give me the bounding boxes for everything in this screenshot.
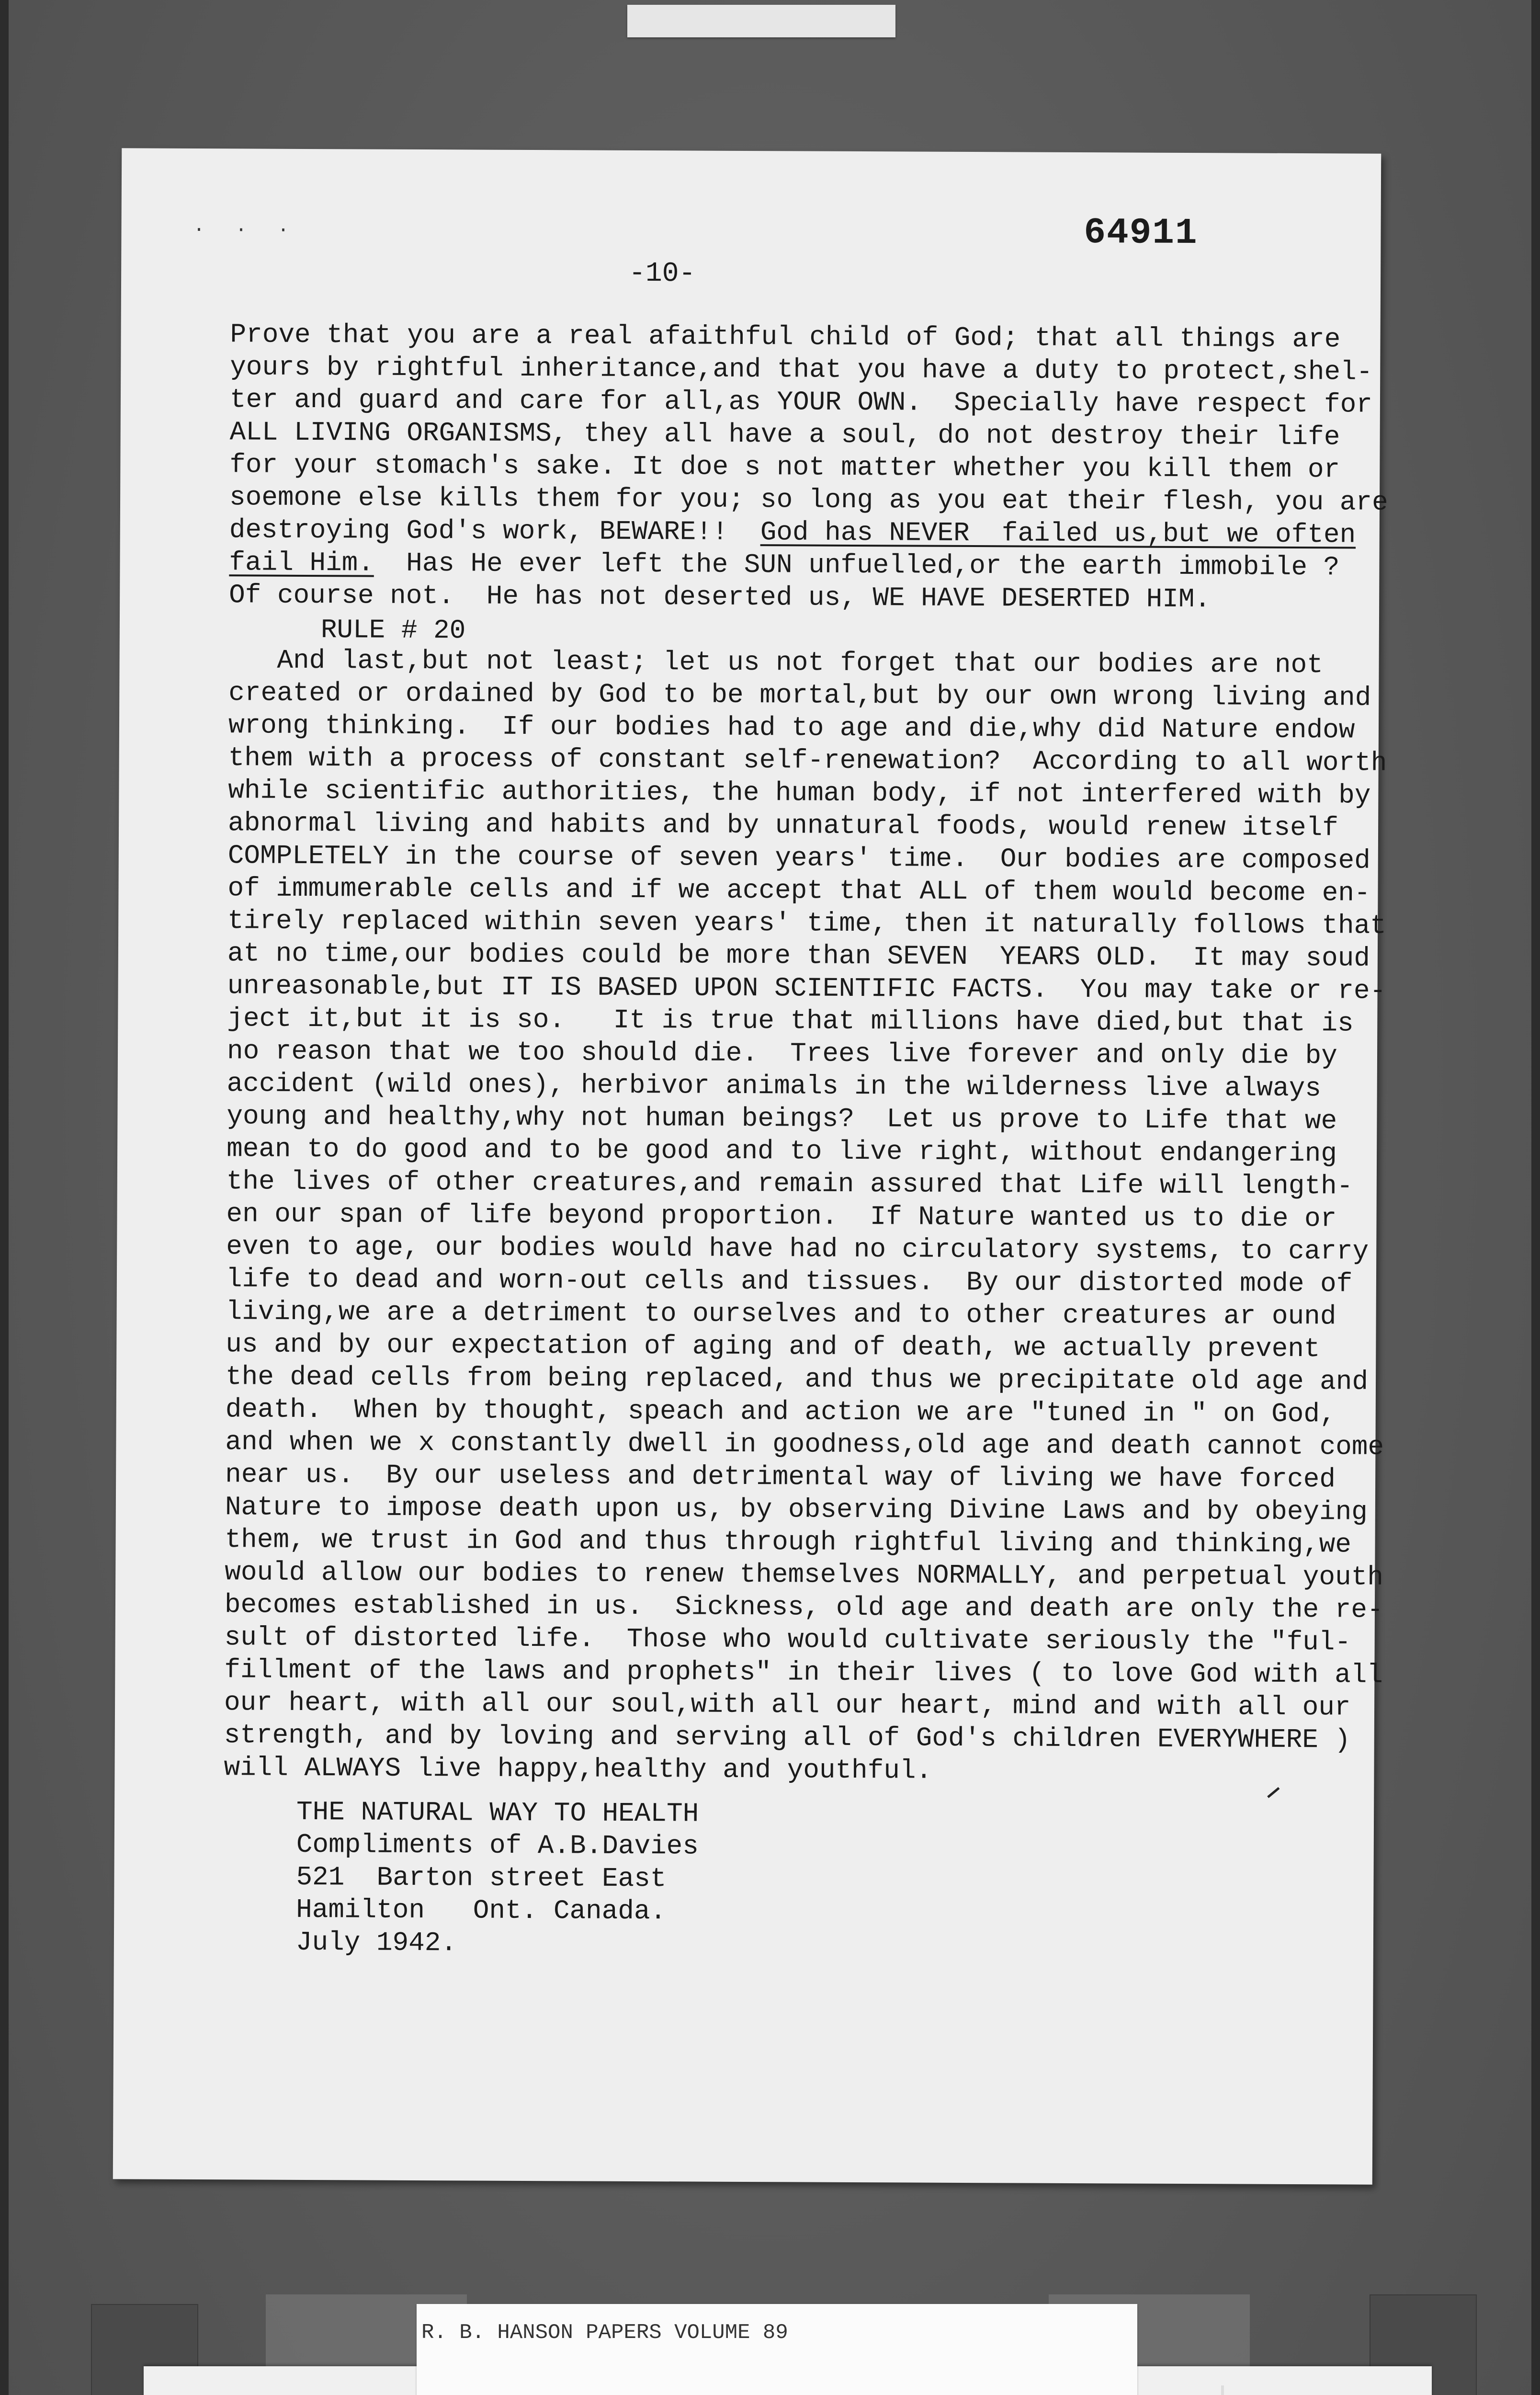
text-line: near us. By our useless and detrimental way of living we have forced bbox=[225, 1459, 1336, 1495]
text-line: Of course not. He has not deserted us, WE HAVE DESERTED HIM. bbox=[229, 580, 1211, 615]
text-line: abnormal living and habits and by unnatural foods, would renew itself bbox=[227, 808, 1339, 844]
text-line: en our span of life beyond proportion. If Nature wanted us to die or bbox=[226, 1198, 1337, 1234]
text-line: Prove that you are a real afaithful child of God; that all things are bbox=[230, 319, 1341, 355]
text-line: at no time,our bodies could be more than SEVEN YEARS OLD. It may soud bbox=[227, 938, 1370, 974]
text-line: mean to do good and to be good and to live right, without endangering bbox=[226, 1133, 1337, 1169]
text-line: ALL LIVING ORGANISMS, they all have a soul, do not destroy their life bbox=[229, 417, 1340, 453]
text-line: and when we x constantly dwell in goodness,old age and death cannot come bbox=[225, 1426, 1384, 1462]
text-line: sult of distorted life. Those who would cultivate seriously the "ful- bbox=[224, 1622, 1351, 1658]
text-line: our heart, with all our soul,with all our heart, mind and with all our bbox=[224, 1687, 1351, 1723]
text-line: while scientific authorities, the human body, if not interfered with by bbox=[228, 775, 1371, 811]
text-line: fillment of the laws and prophets" in their lives ( to love God with all bbox=[224, 1654, 1383, 1690]
frame-edge-right bbox=[1531, 0, 1540, 2395]
address-line: Hamilton Ont. Canada. bbox=[296, 1894, 667, 1927]
underlined-text: God has NEVER failed us,but we often bbox=[760, 517, 1356, 550]
text-line: wrong thinking. If our bodies had to age and die,why did Nature endow bbox=[228, 710, 1355, 746]
volume-label bbox=[417, 2304, 1137, 2395]
volume-label-text: R. B. HANSON PAPERS VOLUME 89 bbox=[421, 2321, 788, 2345]
card-crease bbox=[1221, 2385, 1224, 2395]
text-line: them, we trust in God and thus through rightful living and thinking,we bbox=[225, 1524, 1352, 1560]
text-line bbox=[229, 549, 1339, 581]
text-line: tirely replaced within seven years' time, then it naturally follows that bbox=[227, 905, 1386, 941]
text-line: even to age, our bodies would have had no circulatory systems, to carry bbox=[226, 1231, 1369, 1267]
text-span: destroying God's work, BEWARE!! bbox=[229, 514, 760, 548]
text-line: Nature to impose death upon us, by observing Divine Laws and by obeying bbox=[225, 1492, 1368, 1528]
text-line: ter and guard and care for all,as YOUR OWN. Specially have respect for bbox=[229, 384, 1373, 420]
text-line: becomes established in us. Sickness, old age and death are only the re- bbox=[224, 1589, 1383, 1625]
text-line: accident (wild ones), herbivor animals in the wilderness live always bbox=[226, 1068, 1322, 1104]
address-line: Compliments of A.B.Davies bbox=[296, 1829, 699, 1862]
text-line: for your stomach's sake. It doe s not matter whether you kill them or bbox=[229, 449, 1340, 485]
text-line: living,we are a detriment to ourselves and to other creatures ar ound bbox=[226, 1296, 1336, 1332]
text-line: created or ordained by God to be mortal,but by our own wrong living and bbox=[228, 677, 1371, 713]
text-line: will ALWAYS live happy,healthy and youthful. bbox=[224, 1752, 932, 1786]
text-line: the lives of other creatures,and remain assured that Life will length- bbox=[226, 1166, 1353, 1202]
rule-heading: RULE # 20 bbox=[320, 615, 466, 646]
document-number: 64911 bbox=[1084, 212, 1198, 254]
text-line: ject it,but it is so. It is true that millions have died,but that is bbox=[227, 1003, 1354, 1039]
text-line: would allow our bodies to renew themselves NORMALLY, and perpetual youth bbox=[225, 1557, 1384, 1593]
text-line: death. When by thought, speach and action we are "tuned in " on God, bbox=[225, 1394, 1336, 1430]
page-top-dots: . . . bbox=[193, 215, 299, 238]
text-line bbox=[229, 516, 1356, 548]
frame-top-label-strip bbox=[627, 5, 895, 37]
text-line: them with a process of constant self-renewation? According to all worth bbox=[228, 742, 1387, 778]
stray-pen-mark bbox=[1267, 1787, 1280, 1798]
text-line: And last,but not least; let us not forget that our bodies are not bbox=[228, 645, 1323, 681]
underlined-text: fail Him. bbox=[229, 547, 374, 579]
address-line: 521 Barton street East bbox=[296, 1861, 667, 1894]
text-line: the dead cells from being replaced, and thus we precipitate old age and bbox=[225, 1361, 1369, 1397]
text-line: COMPLETELY in the course of seven years' time. Our bodies are composed bbox=[227, 840, 1370, 876]
text-line: life to dead and worn-out cells and tissues. By our distorted mode of bbox=[226, 1264, 1353, 1300]
text-line: of immumerable cells and if we accept that ALL of them would become en- bbox=[227, 873, 1370, 909]
text-line: young and healthy,why not human beings? Let us prove to Life that we bbox=[226, 1101, 1337, 1137]
frame-edge-left bbox=[0, 0, 9, 2395]
text-line: no reason that we too should die. Trees live forever and only die by bbox=[226, 1036, 1337, 1072]
text-line: unreasonable,but IT IS BASED UPON SCIENTIFIC FACTS. You may take or re- bbox=[227, 970, 1386, 1006]
text-line: strength, and by loving and serving all of God's children EVERYWHERE ) bbox=[224, 1720, 1351, 1756]
document-page bbox=[113, 148, 1388, 2184]
page-number: -10- bbox=[628, 258, 696, 290]
address-line: July 1942. bbox=[295, 1927, 457, 1959]
text-line: yours by rightful inheritance,and that you have a duty to protect,shel- bbox=[230, 352, 1373, 388]
text-line: us and by our expectation of aging and of death, we actually prevent bbox=[226, 1329, 1320, 1365]
text-span: Has He ever left the SUN unfuelled,or the earth immobile ? bbox=[374, 547, 1340, 583]
text-line: soemone else kills them for you; so long as you eat their flesh, you are bbox=[229, 482, 1388, 518]
address-line: THE NATURAL WAY TO HEALTH bbox=[296, 1796, 699, 1829]
